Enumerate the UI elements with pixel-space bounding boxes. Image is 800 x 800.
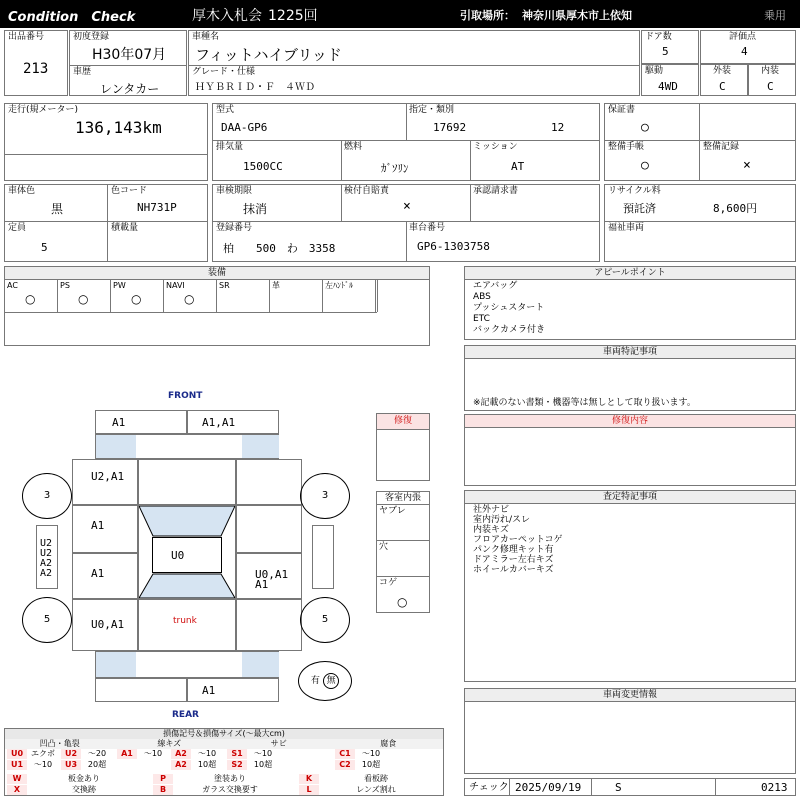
inspection-label: 車検期限 [216,186,253,196]
equipment-row [5,280,429,312]
check-number: 0213 [761,781,788,794]
equipment-item [217,280,270,312]
assessment-line: 社外ナビ [473,505,510,515]
history-label: 車歴 [73,67,92,77]
cabin-interior-value: ○ [397,595,408,609]
legend-group: 凹凸・亀裂 [5,739,115,749]
mileage-label: 走行(規メーター) [8,105,79,115]
hood [95,434,279,459]
right-rear-door: U0,A1 A1 [236,553,302,599]
lot-number: 213 [23,61,49,77]
interior-label: 内装 [761,66,780,76]
designation-label: 指定・類別 [409,105,455,115]
grade-value: ＨＹＢＲＩＤ・Ｆ ４ＷＤ [195,82,315,93]
equipment-label: PS [60,281,70,290]
self-insurance-label: 検付自賠責 [344,186,390,196]
legend-text: 10超 [361,760,381,769]
drive-value: 4WD [658,80,678,93]
capacity-value: 5 [41,241,48,254]
cabin-interior-title: 客室内張 [377,492,429,505]
legend-text: ガラス交換要す [202,785,258,794]
cabin-interior-label: コゲ [379,578,398,588]
assessment-line: 室内汚れ/スレ [473,515,531,525]
color-value: 黒 [51,202,64,216]
left-quarter: U0,A1 [72,599,138,651]
rear-bumper: A1 [187,678,279,702]
service-record-label: 整備記録 [703,142,740,152]
legend-row-1 [5,749,443,760]
cabin-interior-item [377,577,429,613]
plate-value: 柏 500 わ 3358 [223,242,336,255]
left-side-code: U2 [40,548,53,559]
equipment-item [5,280,58,312]
spare-tire: 有 無 [298,661,352,701]
category-label: 乗用 [764,9,786,22]
special-note: ※記載のない書類・機器等は無しとして取り扱います。 [473,398,696,408]
equipment-label: AC [7,281,18,290]
first-reg-value: H30年07月 [92,47,167,63]
color-code-label: 色コード [111,186,148,196]
legend-text: レンズ割れ [356,785,396,794]
equipment-value: ○ [25,292,36,306]
appeal-line: プッシュスタート [473,303,545,313]
capacity-label: 定員 [8,223,27,233]
tire-front-right: 3 [300,473,350,519]
appeal-lines [473,281,545,336]
cowl [138,459,236,505]
changes-box [464,688,796,774]
trunk-lid: trunk [138,599,236,651]
assessment-line: 内装キズ [473,525,509,535]
assessment-lines [473,505,563,575]
cabin-interior-label: 穴 [379,542,389,552]
equipment-value: ○ [131,292,142,306]
equipment-item [323,280,376,312]
rear-label: REAR [172,710,199,720]
legend-text: ～10 [197,749,217,758]
session-number: 1225回 [268,8,318,24]
doors-value: 5 [662,45,669,58]
vehicle-diagram [0,385,460,720]
appeal-title: アピールポイント [465,267,795,280]
equipment-label: 革 [272,281,280,290]
inspection-value: 抹消 [243,202,268,216]
repair-box [376,413,430,481]
recycle-status: 預託済 [623,202,656,215]
assessment-line: パンク修理キット有 [473,545,554,555]
left-front-fender: U2,A1 [72,459,138,505]
service-book-label: 整備手帳 [608,142,645,152]
left-rear-door: A1 [72,553,138,599]
legend-text: ～10 [143,749,163,758]
roof: U0 [152,537,222,573]
recycle-box [604,184,796,262]
legend-group: 線キズ [115,739,225,749]
left-side-stack [40,539,52,579]
approval-label: 承認請求書 [473,186,519,196]
chassis-value: GP6-1303758 [417,240,490,253]
legend-row-2 [5,760,443,771]
exterior-value: C [719,80,726,93]
mileage-value: 136,143km [75,118,162,137]
plate-label: 登録番号 [216,223,253,233]
load-label: 積載量 [111,223,139,233]
welfare-label: 福祉車両 [608,223,645,233]
inspection-box [212,184,600,262]
recycle-label: リサイクル料 [608,186,661,196]
tire-rear-left: 5 [22,597,72,643]
cabin-interior-label: ヤブレ [379,506,406,516]
drive-label: 駆動 [645,66,664,76]
equipment-box [4,266,430,346]
legend-group: 腐食 [334,739,444,749]
self-insurance-value: × [403,199,411,214]
appeal-line: バックカメラ付き [473,325,546,335]
equipment-item [58,280,111,312]
equipment-value: ○ [78,292,89,306]
auction-name: 厚木入札会 [192,8,262,24]
score-box [700,30,796,64]
score-label: 評価点 [729,32,757,42]
special-title: 車両特記事項 [465,346,795,359]
right-quarter [236,599,302,651]
tire-rear-right: 5 [300,597,350,643]
rear-panel [95,651,279,678]
damage-legend [4,728,444,796]
spare-selected: 無 [323,673,339,689]
designation-a: 17692 [433,121,467,134]
grade-label: グレード・仕様 [192,67,256,77]
score-value: 4 [741,45,748,58]
equipment-value: ○ [184,292,195,306]
legend-group: サビ [224,739,334,749]
designation-b: 12 [551,121,565,134]
equipment-label: SR [219,281,230,290]
lot-box [4,30,68,96]
rear-bumper-left [95,678,187,702]
equipment-item [111,280,164,312]
lot-label: 出品番号 [8,32,45,42]
model-box [188,30,640,96]
appeal-line: エアバッグ [473,281,518,291]
exterior-label: 外装 [713,66,732,76]
legend-title: 損傷記号＆損傷サイズ(～最大cm) [5,729,443,739]
check-date: 2025/09/19 [515,781,582,794]
legend-text: ～10 [253,749,273,758]
first-reg-box [69,30,187,96]
legend-text: エクボ [31,749,55,758]
doors-label: ドア数 [645,32,672,42]
legend-code: A2 [171,749,191,759]
equipment-title: 装備 [5,267,429,280]
legend-code: L [299,785,319,795]
legend-text: 20超 [87,760,107,769]
legend-text: 板金あり [68,774,100,783]
front-label: FRONT [168,391,203,401]
legend-code: A1 [117,749,137,759]
warranty-value: ○ [641,120,649,135]
model-label: 車種名 [192,32,220,42]
legend-text: 交換跡 [72,785,96,794]
service-book-value: ○ [641,158,649,173]
legend-text: ～10 [33,760,53,769]
warranty-box [604,103,796,181]
cabin-interior-item [377,505,429,541]
service-record-value: × [743,158,751,173]
legend-code: X [7,785,27,795]
first-reg-label: 初度登録 [73,32,110,42]
transmission-label: ミッション [473,142,518,152]
assessment-box [464,490,796,682]
appeal-line: ABS [473,292,491,302]
legend-text: ～10 [361,749,381,758]
front-bumper-right: A1,A1 [187,410,279,434]
cabin-interior-box [376,491,430,613]
appeal-line: ETC [473,314,490,324]
left-side-code: U2 [40,538,53,549]
type-box [212,103,600,181]
equipment-label: 左ﾊﾝﾄﾞﾙ [325,281,353,290]
transmission-value: AT [511,160,525,173]
left-front-door: A1 [72,505,138,553]
exterior-box [700,64,748,96]
doors-box [641,30,699,64]
check-label: チェック [469,782,509,793]
legend-code: U2 [61,749,81,759]
interior-box-grade [748,64,796,96]
mileage-box [4,103,208,181]
assessment-line: ホイールカバーキズ [473,565,554,575]
legend-code: U3 [61,760,81,770]
pickup-location: 神奈川県厚木市上依知 [522,9,632,22]
changes-title: 車両変更情報 [465,689,795,702]
equipment-item [164,280,217,312]
legend-code: K [299,774,319,784]
displacement-value: 1500CC [243,160,283,173]
legend-text: 10超 [253,760,273,769]
repair-detail-box [464,414,796,486]
legend-code: S1 [227,749,247,759]
cabin-interior-item [377,541,429,577]
repair-detail-title: 修復内容 [465,415,795,428]
legend-code: B [153,785,173,795]
color-label: 車体色 [8,186,36,196]
color-box [4,184,208,262]
warranty-label: 保証書 [608,105,636,115]
header-bar [0,0,800,28]
pickup-label: 引取場所： [460,9,515,22]
legend-text: 10超 [197,760,217,769]
legend-code: P [153,774,173,784]
equipment-item [270,280,323,312]
color-code-value: NH731P [137,201,177,214]
history-value: レンタカー [100,82,160,96]
assessment-line: フロアカーペットコゲ [473,535,563,545]
legend-code: C1 [335,749,355,759]
tire-front-left: 3 [22,473,72,519]
fuel-label: 燃料 [344,142,363,152]
recycle-amount: 8,600円 [713,202,758,215]
fuel-value: ｶﾞｿﾘﾝ [381,162,409,175]
equipment-label: PW [113,281,126,290]
legend-code: U0 [7,749,27,759]
left-side-code: A2 [40,568,53,579]
legend-text: ～20 [87,749,107,758]
repair-title: 修復 [377,414,429,430]
legend-text: 看板跡 [364,774,388,783]
drive-box [641,64,699,96]
legend-row-3 [5,774,443,785]
right-mirror [312,525,334,589]
appeal-box [464,266,796,340]
legend-row-4 [5,785,443,796]
model-value: フィットハイブリッド [195,46,342,64]
type-value: DAA-GP6 [221,121,268,134]
check-row [464,778,796,796]
type-label: 型式 [216,105,235,115]
displacement-label: 排気量 [216,142,244,152]
legend-code: S2 [227,760,247,770]
check-grade: S [615,781,622,794]
legend-groups [5,739,443,749]
interior-value: C [767,80,774,93]
front-bumper-left: A1 [95,410,187,434]
assessment-title: 査定特記事項 [465,491,795,504]
equipment-label: NAVI [166,281,185,290]
brand-title: Condition Check [8,10,136,25]
assessment-line: ドアミラー左右キズ [473,555,554,565]
legend-code: W [7,774,27,784]
right-front-door [236,505,302,553]
chassis-label: 車台番号 [409,223,446,233]
legend-code: C2 [335,760,355,770]
legend-code: A2 [171,760,191,770]
special-box [464,345,796,411]
legend-text: 塗装あり [214,774,246,783]
left-side-code: A2 [40,558,53,569]
right-front-fender [236,459,302,505]
legend-code: U1 [7,760,27,770]
